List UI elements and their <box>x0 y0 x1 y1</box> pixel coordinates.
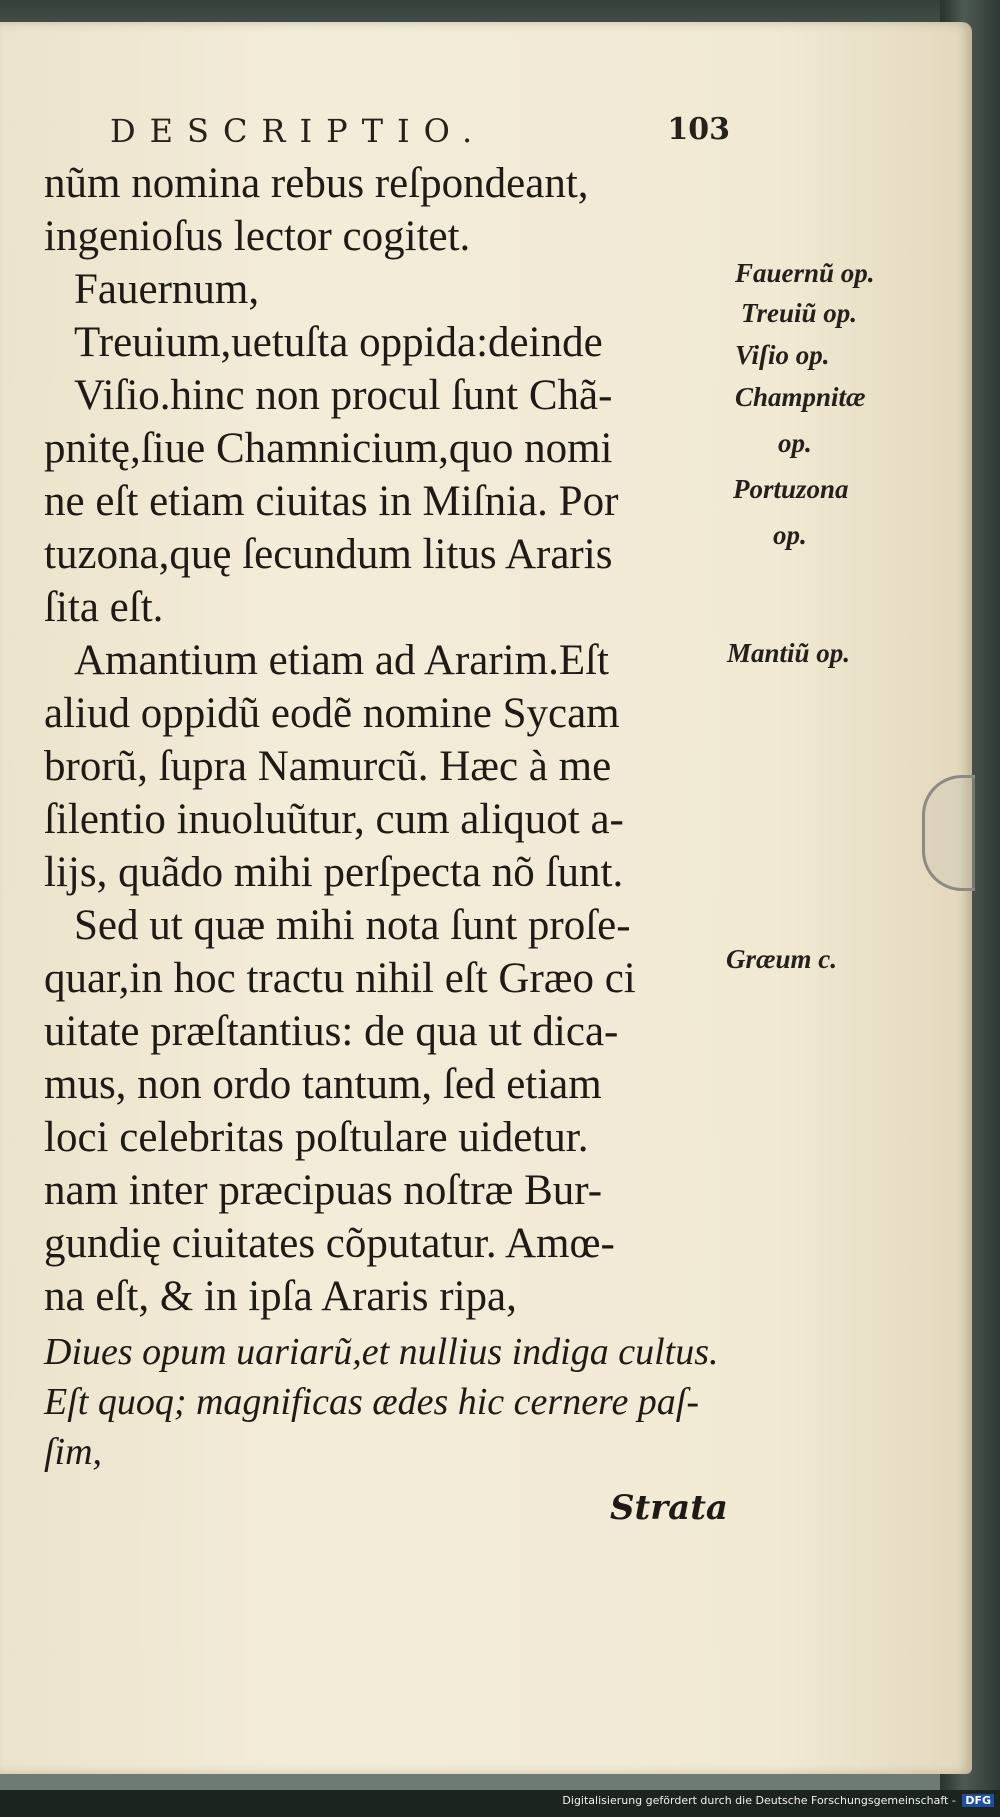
verse-line: ſim, <box>44 1431 103 1473</box>
folio-number: 103 <box>667 112 730 147</box>
text-line: gundię ciuitates cõputatur. Amœ- <box>44 1220 615 1267</box>
text-line: aliud oppidũ eodẽ nomine Sycam <box>44 690 620 737</box>
text-line: ingenioſus lector cogitet. <box>44 213 471 260</box>
margin-note: Fauernũ op. <box>735 258 875 288</box>
text-line: ne eſt etiam ciuitas in Miſnia. Por <box>44 478 619 525</box>
margin-note: Græum c. <box>726 944 838 974</box>
margin-note: Treuiũ op. <box>741 298 858 328</box>
catchword: Strata <box>610 1488 728 1528</box>
margin-note: Champnitæ <box>735 382 866 412</box>
text-line: ſilentio inuoluũtur, cum aliquot a- <box>44 796 624 843</box>
verse-line: Diues opum uariarũ,et nullius indiga cultus. <box>44 1331 719 1373</box>
dfg-logo: DFG <box>962 1794 994 1807</box>
text-line: lijs, quãdo mihi perſpecta nõ ſunt. <box>44 849 624 896</box>
margin-note: Viſio op. <box>735 340 830 370</box>
text-line: loci celebritas poſtulare uidetur. <box>44 1114 589 1161</box>
clasp-ring <box>922 775 975 891</box>
digitization-credit <box>562 1794 994 1807</box>
running-title: DESCRIPTIO. <box>110 112 487 150</box>
text-line: tuzona,quę ſecundum litus Araris <box>44 531 613 578</box>
text-line: ſita eſt. <box>44 584 164 631</box>
text-line: uitate præſtantius: de qua ut dica- <box>44 1008 619 1055</box>
text-line: na eſt, & in ipſa Araris ripa, <box>44 1273 517 1320</box>
margin-note: op. <box>778 428 812 458</box>
text-line: Sed ut quæ mihi nota ſunt proſe- <box>74 902 631 949</box>
text-line: pnitę,ſiue Chamnicium,quo nomi <box>44 425 613 472</box>
margin-note: Mantiũ op. <box>727 638 851 668</box>
text-line: Viſio.hinc non procul ſunt Chã- <box>74 372 613 419</box>
text-line: nũm nomina rebus reſpondeant, <box>44 160 589 207</box>
credit-text: Digitalisierung gefördert durch die Deutsche Forschungsgemeinschaft - <box>562 1794 956 1807</box>
verse-line: Eſt quoq; magnificas ædes hic cernere paſ- <box>44 1381 700 1423</box>
text-line: mus, non ordo tantum, ſed etiam <box>44 1061 602 1108</box>
text-line: Treuium,uetuſta oppida:deinde <box>74 319 603 366</box>
text-line: Amantium etiam ad Ararim.Eſt <box>74 637 609 684</box>
text-line: brorũ, ſupra Namurcũ. Hæc à me <box>44 743 612 790</box>
running-header <box>110 112 730 162</box>
margin-note: op. <box>773 520 807 550</box>
margin-note: Portuzona <box>733 474 849 504</box>
text-line: quar,in hoc tractu nihil eſt Græo ci <box>44 955 636 1002</box>
text-line: nam inter præcipuas noſtræ Bur- <box>44 1167 603 1214</box>
text-line: Fauernum, <box>74 266 260 313</box>
